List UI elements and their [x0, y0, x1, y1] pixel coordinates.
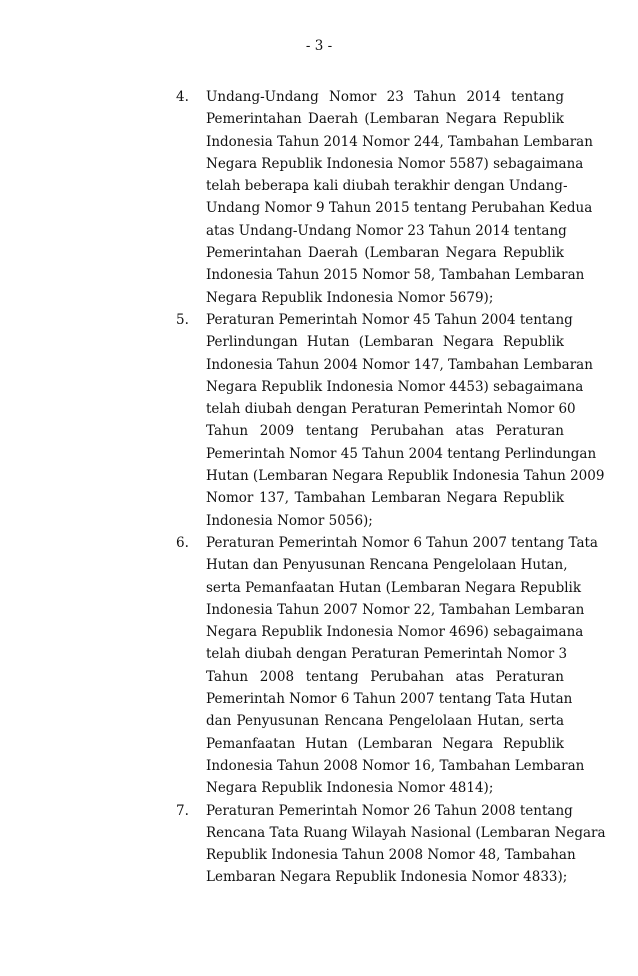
text-line: atas Undang-Undang Nomor 23 Tahun 2014 tentang [206, 222, 567, 239]
item-text [206, 86, 593, 309]
text-line: Peraturan Pemerintah Nomor 26 Tahun 2008 tentang [206, 802, 573, 819]
text-line: Undang Nomor 9 Tahun 2015 tentang Perubahan Kedua [206, 200, 593, 217]
text-line: Republik Indonesia Tahun 2008 Nomor 48, Tambahan [206, 847, 576, 864]
list-item [176, 800, 606, 889]
text-line: Hutan dan Penyusunan Rencana Pengelolaan Hutan, [206, 557, 568, 574]
text-line: Peraturan Pemerintah Nomor 6 Tahun 2007 tentang Tata [206, 534, 598, 551]
legal-basis-list [176, 86, 606, 889]
text-line: Pemerintahan Daerah (Lembaran Negara Republik [206, 111, 564, 128]
text-line: Indonesia Tahun 2015 Nomor 58, Tambahan Lembaran [206, 267, 585, 284]
text-line: dan Penyusunan Rencana Pengelolaan Hutan, serta [206, 713, 564, 730]
text-line: Negara Republik Indonesia Nomor 5587) sebagaimana [206, 155, 584, 172]
text-line: Undang-Undang Nomor 23 Tahun 2014 tentang [206, 89, 564, 105]
text-line: Pemerintahan Daerah (Lembaran Negara Republik [206, 245, 564, 262]
text-line: Pemerintah Nomor 6 Tahun 2007 tentang Tata Hutan [206, 691, 573, 708]
text-line: telah diubah dengan Peraturan Pemerintah Nomor 3 [206, 646, 568, 663]
text-line: Pemanfaatan Hutan (Lembaran Negara Republik [206, 735, 564, 752]
text-line: Indonesia Tahun 2004 Nomor 147, Tambahan Lembaran [206, 356, 593, 373]
text-line: telah beberapa kali diubah terakhir dengan Undang- [206, 178, 568, 195]
text-line: Perlindungan Hutan (Lembaran Negara Republik [206, 334, 564, 351]
item-text [206, 532, 598, 800]
list-item [176, 532, 598, 800]
text-line: Indonesia Tahun 2007 Nomor 22, Tambahan Lembaran [206, 601, 585, 618]
item-text [206, 800, 606, 889]
text-line: Negara Republik Indonesia Nomor 4814); [206, 780, 494, 797]
text-line: serta Pemanfaatan Hutan (Lembaran Negara Republik [206, 579, 582, 596]
text-line: Negara Republik Indonesia Nomor 4453) sebagaimana [206, 378, 584, 395]
item-number: 4. [176, 89, 189, 105]
item-number: 5. [176, 311, 189, 328]
list-item [176, 309, 605, 532]
page-number: - 3 - [305, 38, 333, 54]
list-item [176, 86, 593, 309]
text-line: Negara Republik Indonesia Nomor 5679); [206, 289, 494, 306]
text-line: Negara Republik Indonesia Nomor 4696) sebagaimana [206, 624, 584, 641]
text-line: Peraturan Pemerintah Nomor 45 Tahun 2004 tentang [206, 311, 573, 328]
text-line: Tahun 2009 tentang Perubahan atas Peraturan [206, 423, 564, 440]
text-line: Nomor 137, Tambahan Lembaran Negara Republik [206, 490, 564, 507]
text-line: Lembaran Negara Republik Indonesia Nomor 4833); [206, 869, 568, 886]
text-line: Rencana Tata Ruang Wilayah Nasional (Lembaran Negara [206, 824, 606, 841]
text-line: Indonesia Nomor 5056); [206, 512, 373, 529]
text-line: telah diubah dengan Peraturan Pemerintah Nomor 60 [206, 401, 576, 418]
text-line: Indonesia Tahun 2014 Nomor 244, Tambahan Lembaran [206, 133, 593, 150]
text-line: Hutan (Lembaran Negara Republik Indonesia Tahun 2009 [206, 468, 605, 485]
text-line: Tahun 2008 tentang Perubahan atas Peraturan [206, 668, 564, 685]
item-number: 6. [176, 534, 189, 551]
item-number: 7. [176, 802, 189, 819]
text-line: Indonesia Tahun 2008 Nomor 16, Tambahan Lembaran [206, 757, 585, 774]
text-line: Pemerintah Nomor 45 Tahun 2004 tentang Perlindungan [206, 445, 597, 462]
item-text [206, 309, 605, 532]
